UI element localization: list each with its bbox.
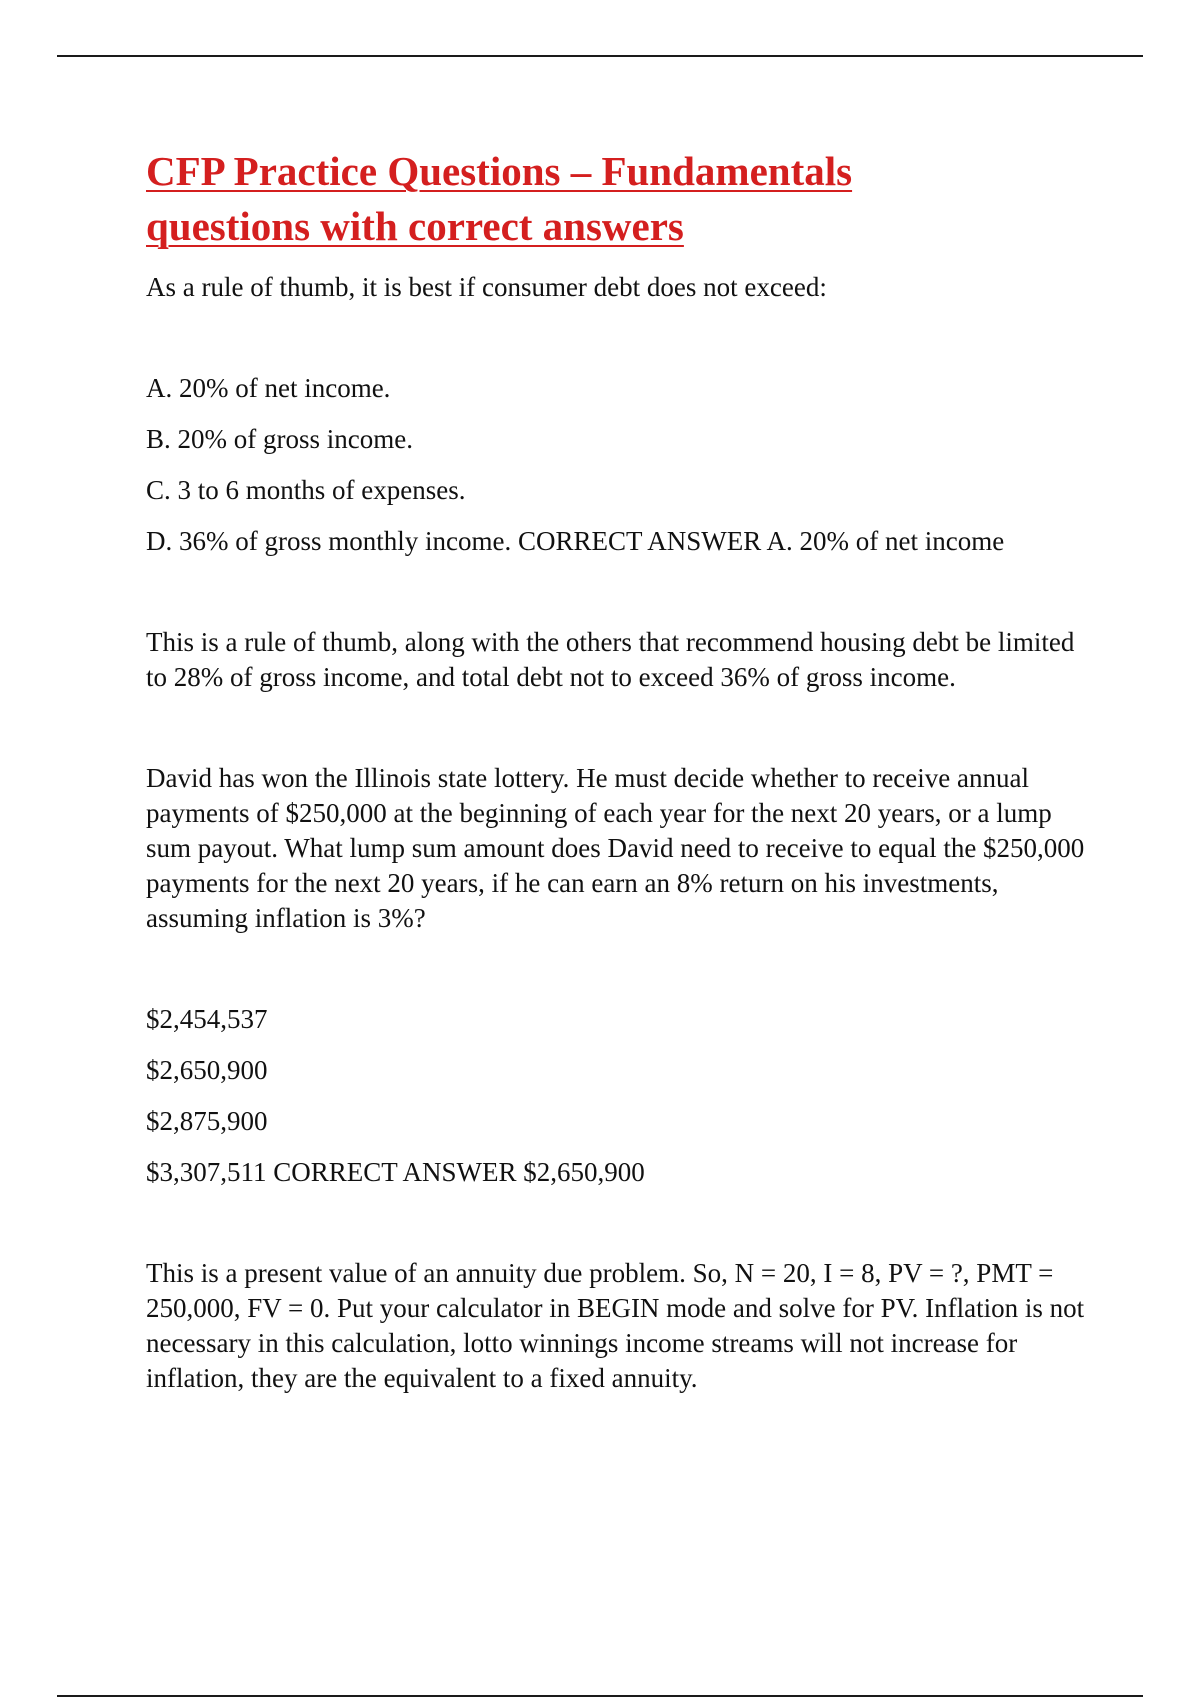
question-2 <box>146 761 1101 1396</box>
header-rule <box>57 55 1143 57</box>
answer-option-4: $3,307,511 CORRECT ANSWER $2,650,900 <box>146 1157 645 1187</box>
answer-option-a: A. 20% of net income. <box>146 373 391 403</box>
question-1 <box>146 270 1101 695</box>
answer-option-b: B. 20% of gross income. <box>146 424 413 454</box>
title-line-2: questions with correct answers <box>146 203 684 249</box>
document-body <box>146 144 1101 1396</box>
footer-rule <box>57 1695 1143 1697</box>
document-title <box>146 144 1101 254</box>
answer-option-3: $2,875,900 <box>146 1106 268 1136</box>
answer-option-1: $2,454,537 <box>146 1004 268 1034</box>
answer-explanation: This is a rule of thumb, along with the others that recommend housing debt be limited to 28% of gross income, and total debt not to exceed 36% of gross income. <box>146 627 1075 692</box>
answer-options <box>146 371 1101 559</box>
answer-option-c: C. 3 to 6 months of expenses. <box>146 475 466 505</box>
answer-option-2: $2,650,900 <box>146 1055 268 1085</box>
answer-option-d: D. 36% of gross monthly income. CORRECT ANSWER A. 20% of net income <box>146 526 1005 556</box>
answer-explanation: This is a present value of an annuity due problem. So, N = 20, I = 8, PV = ?, PMT = 250,000, FV = 0. Put your calculator in BEGIN mode and solve for PV. Inflation is not necessary in this calculation, lotto winnings income streams will not increase for inflation, they are the equivalent to a fixed annuity. <box>146 1258 1085 1393</box>
answer-options <box>146 1002 1101 1190</box>
title-line-1: CFP Practice Questions – Fundamentals <box>146 148 853 194</box>
question-prompt: David has won the Illinois state lottery. He must decide whether to receive annual payments of $250,000 at the beginning of each year for the next 20 years, or a lump sum payout. What lump sum amount does David need to receive to equal the $250,000 payments for the next 20 years, if he can earn an 8% return on his investments, assuming inflation is 3%? <box>146 763 1085 933</box>
question-prompt: As a rule of thumb, it is best if consumer debt does not exceed: <box>146 272 827 302</box>
